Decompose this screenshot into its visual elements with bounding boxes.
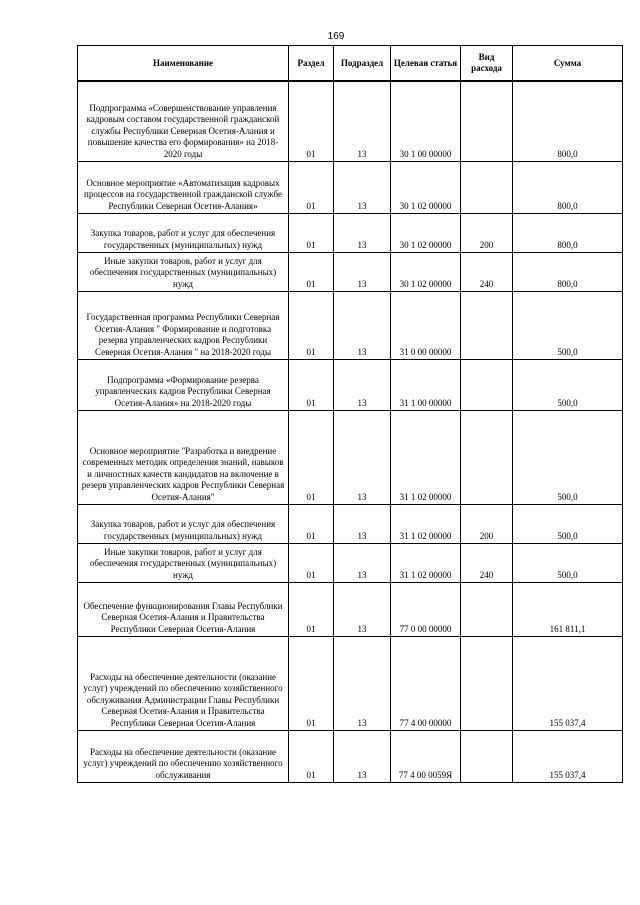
- table-row: [78, 213, 623, 252]
- row-name: Расходы на обеспечение деятельности (оказание услуг) учреждений по обеспечению хозяйственного обслуживания: [78, 730, 289, 782]
- row-expense-type: 200: [461, 504, 513, 543]
- row-section: 01: [289, 636, 334, 730]
- row-expense-type: [461, 636, 513, 730]
- row-target: 30 1 02 00000: [391, 213, 461, 252]
- header-subsection: Подраздел: [334, 46, 391, 82]
- row-section: 01: [289, 543, 334, 582]
- row-subsection: 13: [334, 213, 391, 252]
- row-expense-type: [461, 582, 513, 636]
- row-subsection: 13: [334, 730, 391, 782]
- table-row: [78, 636, 623, 730]
- row-amount: 500,0: [513, 359, 623, 410]
- row-name: Подпрограмма «Формирование резерва управленческих кадров Республики Северная Осетия-Алания» на 2018-2020 годы: [78, 359, 289, 410]
- header-section: Раздел: [289, 46, 334, 82]
- row-amount: 161 811,1: [513, 582, 623, 636]
- row-target: 31 1 02 00000: [391, 410, 461, 504]
- header-name: Наименование: [78, 46, 289, 82]
- row-subsection: 13: [334, 582, 391, 636]
- row-target: 30 1 02 00000: [391, 252, 461, 291]
- row-section: 01: [289, 252, 334, 291]
- row-amount: 500,0: [513, 543, 623, 582]
- row-section: 01: [289, 730, 334, 782]
- row-subsection: 13: [334, 504, 391, 543]
- row-target: 30 1 00 00000: [391, 81, 461, 161]
- row-target: 77 0 00 00000: [391, 582, 461, 636]
- row-section: 01: [289, 582, 334, 636]
- row-amount: 800,0: [513, 81, 623, 161]
- row-target: 31 1 02 00000: [391, 543, 461, 582]
- row-target: 30 1 02 00000: [391, 161, 461, 213]
- row-amount: 800,0: [513, 252, 623, 291]
- row-subsection: 13: [334, 252, 391, 291]
- row-expense-type: 240: [461, 543, 513, 582]
- page-number: 169: [327, 31, 345, 42]
- row-name: Основное мероприятие "Разработка и внедрение современных методик определения знаний, навыков и личностных качеств кандидатов на включение в резерв управленческих кадров Республики Северная Осетия-Алания": [78, 410, 289, 504]
- row-target: 77 4 00 0059Я: [391, 730, 461, 782]
- row-subsection: 13: [334, 161, 391, 213]
- table-row: [78, 543, 623, 582]
- row-name: Обеспечение функционирования Главы Республики Северная Осетия-Алания и Правительства Республики Северная Осетия-Алания: [78, 582, 289, 636]
- row-subsection: 13: [334, 543, 391, 582]
- row-expense-type: [461, 291, 513, 359]
- table-row: [78, 81, 623, 161]
- row-amount: 155 037,4: [513, 730, 623, 782]
- row-name: Закупка товаров, работ и услуг для обеспечения государственных (муниципальных) нужд: [78, 504, 289, 543]
- row-section: 01: [289, 81, 334, 161]
- row-name: Иные закупки товаров, работ и услуг для обеспечения государственных (муниципальных) нужд: [78, 543, 289, 582]
- row-section: 01: [289, 161, 334, 213]
- table-row: [78, 359, 623, 410]
- row-expense-type: [461, 410, 513, 504]
- row-target: 31 0 00 00000: [391, 291, 461, 359]
- row-expense-type: 240: [461, 252, 513, 291]
- table-row: [78, 161, 623, 213]
- row-subsection: 13: [334, 81, 391, 161]
- row-name: Государственная программа Республики Северная Осетия-Алания " Формирование и подготовка резерва управленческих кадров Республики Северная Осетия-Алания " на 2018-2020 годы: [78, 291, 289, 359]
- row-name: Подпрограмма «Совершенствование управления кадровым составом государственной гражданской службы Республики Северная Осетия-Алания и повышение качества его формирования» на 2018-2020 годы: [78, 81, 289, 161]
- table-row: [78, 730, 623, 782]
- row-subsection: 13: [334, 359, 391, 410]
- row-expense-type: [461, 161, 513, 213]
- row-name: Основное мероприятие «Автоматизация кадровых процессов на государственной гражданской службе Республики Северная Осетия-Алания»: [78, 161, 289, 213]
- header-target: Целевая статья: [391, 46, 461, 82]
- row-name: Иные закупки товаров, работ и услуг для обеспечения государственных (муниципальных) нужд: [78, 252, 289, 291]
- row-amount: 800,0: [513, 213, 623, 252]
- table-row: [78, 410, 623, 504]
- row-section: 01: [289, 213, 334, 252]
- row-expense-type: 200: [461, 213, 513, 252]
- header-expense-type: Вид расхода: [461, 46, 513, 82]
- table-row: [78, 582, 623, 636]
- row-expense-type: [461, 730, 513, 782]
- table-row: [78, 504, 623, 543]
- row-amount: 800,0: [513, 161, 623, 213]
- row-amount: 500,0: [513, 504, 623, 543]
- row-amount: 500,0: [513, 410, 623, 504]
- row-subsection: 13: [334, 291, 391, 359]
- row-subsection: 13: [334, 636, 391, 730]
- row-amount: 500,0: [513, 291, 623, 359]
- budget-table: [77, 45, 623, 783]
- row-section: 01: [289, 359, 334, 410]
- row-expense-type: [461, 81, 513, 161]
- header-amount: Сумма: [513, 46, 623, 82]
- row-subsection: 13: [334, 410, 391, 504]
- row-amount: 155 037,4: [513, 636, 623, 730]
- row-name: Закупка товаров, работ и услуг для обеспечения государственных (муниципальных) нужд: [78, 213, 289, 252]
- table-header-row: [78, 46, 623, 82]
- row-section: 01: [289, 504, 334, 543]
- row-section: 01: [289, 291, 334, 359]
- table-row: [78, 252, 623, 291]
- row-expense-type: [461, 359, 513, 410]
- row-target: 77 4 00 00000: [391, 636, 461, 730]
- row-target: 31 1 00 00000: [391, 359, 461, 410]
- table-row: [78, 291, 623, 359]
- row-name: Расходы на обеспечение деятельности (оказание услуг) учреждений по обеспечению хозяйственного обслуживания Администрации Главы Республики Северная Осетия-Алания и Правительства Республики Северная Осетия-Алания: [78, 636, 289, 730]
- row-target: 31 1 02 00000: [391, 504, 461, 543]
- row-section: 01: [289, 410, 334, 504]
